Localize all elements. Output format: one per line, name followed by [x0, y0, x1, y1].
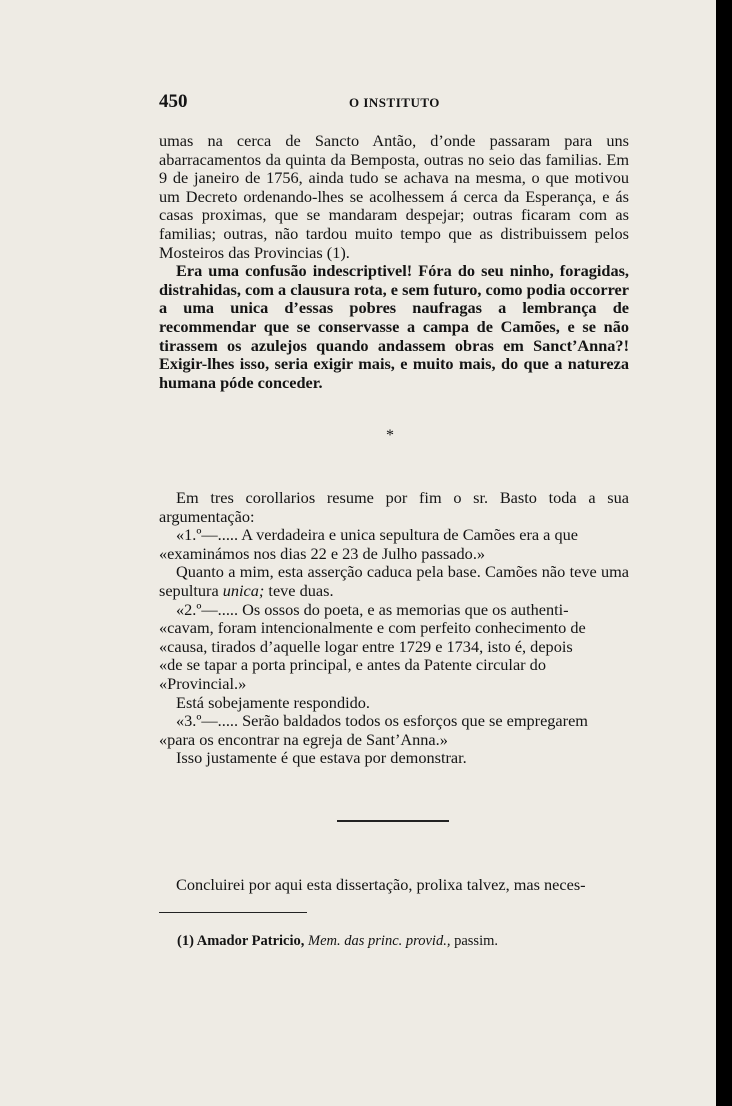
footnote-rule: [159, 912, 307, 913]
corollary-line: «de se tapar a porta principal, e antes da Patente circular do: [159, 655, 546, 675]
reply-paragraph: Está sobejamente respondido.: [176, 692, 370, 712]
reply-text: Quanto a mim, esta asserção caduca pela base. Camões não teve uma sepultura: [159, 562, 629, 600]
section-rule: [337, 820, 449, 822]
reply-paragraph: [159, 563, 629, 600]
corollary-line: «3.º—..... Serão baldados todos os esforços que se empregarem: [176, 711, 588, 731]
corollary-line: «Provincial.»: [159, 673, 247, 693]
page-number: 450: [159, 91, 188, 112]
corollary-line: «para os encontrar na egreja de Sant’Anna.»: [159, 729, 448, 749]
footnote-work: Mem. das princ. provid.,: [308, 933, 451, 949]
text-block-3: [159, 876, 629, 895]
footnote-tail: passim.: [450, 933, 498, 949]
corollary-line: «causa, tirados d’aquelle logar entre 1729 e 1734, isto é, depois: [159, 636, 573, 656]
paragraph: umas na cerca de Sancto Antão, d’onde passaram para uns abarracamentos da quinta da Bemposta, outras no seio das familias. Em 9 de janeiro de 1756, ainda tudo se achava na mesma, o que motivou um Decreto ordenando-lhes se acolhessem á cerca da Esperança, e ás casas proximas, que se mandaram despejar; outras ficaram com as familias; outras, não tardou muito tempo que as distribuissem pelos Mosteiros das Provincias (1).: [159, 131, 629, 262]
text-block-2: [159, 489, 629, 768]
footnote-author: Amador Patricio,: [193, 933, 309, 949]
reply-paragraph: Isso justamente é que estava por demonstrar.: [176, 748, 467, 768]
footnote-marker: (1): [177, 933, 194, 949]
corollary-line: «2.º—..... Os ossos do poeta, e as memorias que os authenti-: [176, 599, 569, 619]
text-block-1: [159, 132, 629, 392]
footnote: [177, 932, 627, 950]
reply-text: teve duas.: [264, 580, 334, 600]
corollary-line: «cavam, foram intencionalmente e com perfeito conhecimento de: [159, 618, 586, 638]
paragraph: Era uma confusão indescriptivel! Fóra do seu ninho, foragidas, distrahidas, com a clausura rota, e sem futuro, como podia occorrer a uma unica d’essas pobres naufragas a lembrança de recommendar que se conservasse a campa de Camões, e se não tirassem os azulejos quando andassem obras em Sanct’Anna?! Exigir-lhes isso, seria exigir mais, e muito mais, do que a natureza humana póde conceder.: [159, 261, 629, 392]
corollary-line: «1.º—..... A verdadeira e unica sepultura de Camões era a que: [176, 525, 578, 545]
corollary-line: «examinámos nos dias 22 e 23 de Julho passado.»: [159, 543, 486, 563]
scan-edge: [716, 0, 732, 1106]
page-header: [159, 91, 629, 115]
paragraph: Em tres corollarios resume por fim o sr. Basto toda a sua argumentação:: [159, 488, 629, 526]
emphasis: unica;: [222, 580, 265, 600]
running-title: O INSTITUTO: [349, 95, 440, 110]
section-separator: *: [386, 427, 394, 444]
paragraph: Concluirei por aqui esta dissertação, prolixa talvez, mas neces-: [176, 875, 586, 894]
